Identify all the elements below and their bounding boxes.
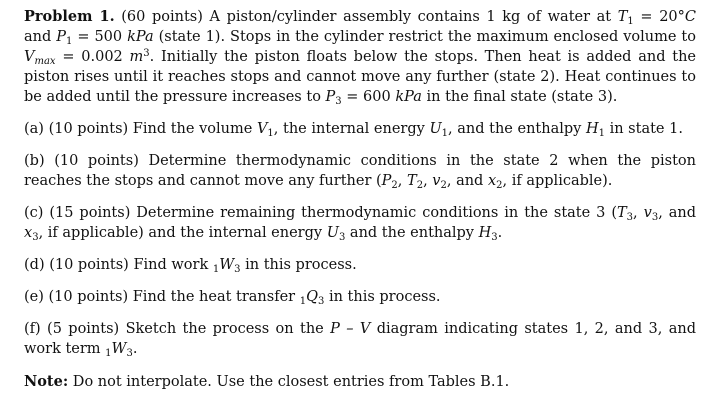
T3-symbol: T <box>617 205 627 221</box>
P2-symbol: P <box>381 173 392 189</box>
part-b-text: , <box>397 173 408 189</box>
v3-subscript: 3 <box>651 212 659 223</box>
part-b-text: , <box>423 173 433 189</box>
Q13-prescript: 1 <box>299 296 307 307</box>
unit-m: m <box>129 49 144 65</box>
unit-kpa: kPa <box>395 89 422 105</box>
part-e-text: (e) (10 points) Find the heat transfer <box>24 289 300 305</box>
part-b-text: , if applicable). <box>502 173 613 189</box>
H1-subscript: 1 <box>598 128 605 139</box>
part-a-text: in state 1. <box>604 121 683 137</box>
part-f-text: . <box>132 341 138 357</box>
H3-symbol: H <box>478 225 492 241</box>
part-c-text: , <box>633 205 644 221</box>
Q13-symbol: Q <box>306 289 318 305</box>
part-b-text: , and <box>446 173 488 189</box>
intro-text: and <box>24 29 57 45</box>
part-b-text: (b) (10 points) Determine thermodynamic conditions in the state 2 when the piston reaches the stops and cannot move any further ( <box>24 153 696 189</box>
note-text: Do not interpolate. Use the closest entries from Tables B.1. <box>68 374 510 390</box>
intro-text: in the final state (state 3). <box>421 89 618 105</box>
part-d <box>24 255 696 275</box>
unit-kpa: kPa <box>127 29 154 45</box>
note <box>24 372 696 392</box>
U3-symbol: U <box>326 225 339 241</box>
T2-subscript: 2 <box>416 180 424 191</box>
P3-subscript: 3 <box>335 96 342 107</box>
V1-subscript: 1 <box>267 128 274 139</box>
V1-symbol: V <box>256 121 268 137</box>
intro-text: = 500 <box>72 29 128 45</box>
U1-subscript: 1 <box>441 128 449 139</box>
part-c <box>24 203 696 243</box>
W13-prescript: 1 <box>105 348 112 359</box>
Vmax-symbol: V <box>24 49 35 65</box>
T2-symbol: T <box>407 173 417 189</box>
intro-text: (60 points) A piston/cylinder assembly contains 1 kg of water at <box>114 9 618 25</box>
unit-celsius: C <box>684 9 696 25</box>
problem-intro <box>24 7 696 107</box>
problem-document <box>24 7 696 392</box>
P1-symbol: P <box>56 29 66 45</box>
W13-symbol: W <box>219 257 235 273</box>
W13-subscript: 3 <box>234 264 241 275</box>
part-f-text: (f) (5 points) Sketch the process on the <box>24 321 331 337</box>
Vmax-subscript: max <box>34 56 56 67</box>
part-b <box>24 151 696 191</box>
part-a <box>24 119 696 139</box>
v3-symbol: v <box>643 205 652 221</box>
x2-symbol: x <box>487 173 497 189</box>
part-a-text: , and the enthalpy <box>448 121 586 137</box>
intro-text: = 0.002 <box>55 49 130 65</box>
part-a-text: (a) (10 points) Find the volume <box>24 121 257 137</box>
P1-subscript: 1 <box>66 36 73 47</box>
W13-subscript: 3 <box>126 348 133 359</box>
part-c-text: and the enthalpy <box>345 225 479 241</box>
P3-symbol: P <box>325 89 336 105</box>
v2-subscript: 2 <box>440 180 447 191</box>
x2-subscript: 2 <box>496 180 503 191</box>
part-f <box>24 319 696 359</box>
unit-m-cubed: 3 <box>143 48 150 59</box>
note-label: Note: <box>24 373 69 390</box>
part-d-text: in this process. <box>240 257 357 273</box>
part-c-text: , if applicable) and the internal energy <box>38 225 327 241</box>
x3-subscript: 3 <box>32 232 39 243</box>
W13-prescript: 1 <box>212 264 220 275</box>
part-d-text: (d) (10 points) Find work <box>24 257 213 273</box>
intro-text: = 20° <box>633 9 685 25</box>
part-c-text: , and <box>658 205 697 221</box>
pv-diagram-label: P – V <box>330 321 371 337</box>
H1-symbol: H <box>585 121 599 137</box>
T1-symbol: T <box>617 9 628 25</box>
intro-text: (state 1). Stops in the cylinder restrict the maximum enclosed volume to <box>153 29 696 45</box>
intro-text: = 600 <box>341 89 396 105</box>
part-c-text: (c) (15 points) Determine remaining thermodynamic conditions in the state 3 ( <box>24 205 617 221</box>
T3-subscript: 3 <box>626 212 634 223</box>
Q13-subscript: 3 <box>317 296 325 307</box>
part-e <box>24 287 696 307</box>
U3-subscript: 3 <box>338 232 346 243</box>
P2-subscript: 2 <box>391 180 398 191</box>
intro-text: . Initially the piston floats below the stops. Then heat is added and the piston rises until it reaches stops and cannot move any further (state 2). Heat continues to be added until the pressure increases to <box>24 49 696 105</box>
T1-subscript: 1 <box>627 16 634 27</box>
problem-label: Problem 1. <box>24 8 115 25</box>
H3-subscript: 3 <box>491 232 498 243</box>
part-f-text: diagram indicating states 1, 2, and 3, and work term <box>24 321 696 357</box>
W13-symbol: W <box>111 341 127 357</box>
part-a-text: , the internal energy <box>273 121 430 137</box>
v2-symbol: v <box>432 173 441 189</box>
part-e-text: in this process. <box>324 289 441 305</box>
x3-symbol: x <box>24 225 33 241</box>
U1-symbol: U <box>429 121 442 137</box>
part-c-text: . <box>497 225 503 241</box>
